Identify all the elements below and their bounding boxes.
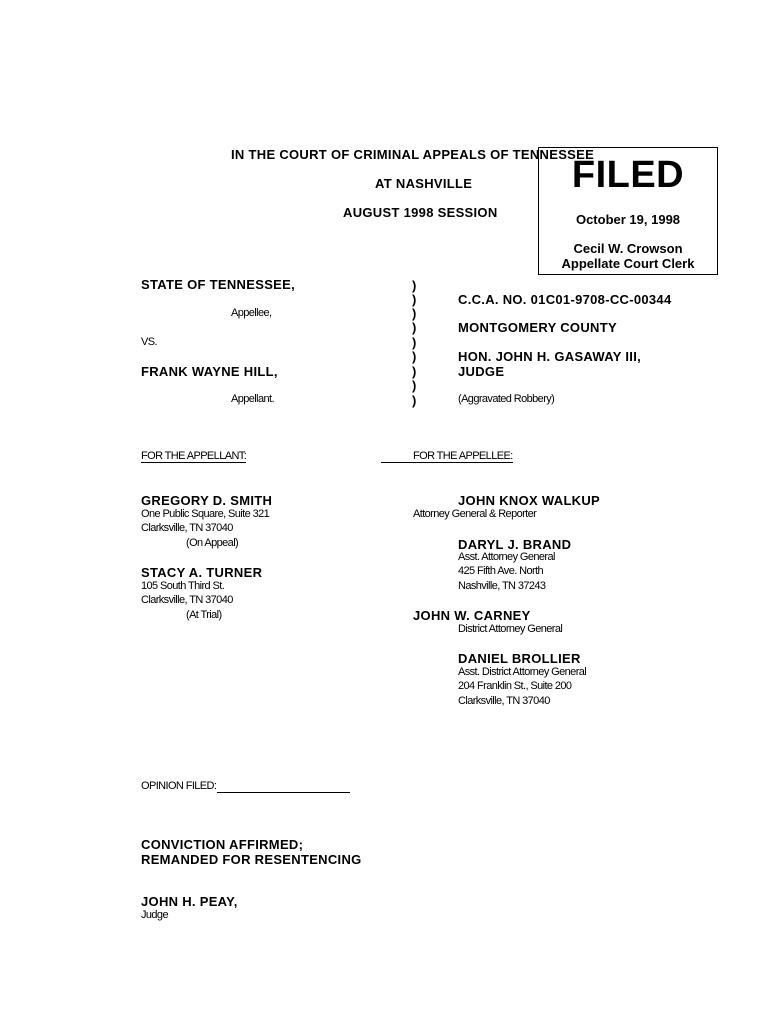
opinion-filed-blank [217,780,350,793]
counsel-address-line: One Public Square, Suite 321 [141,508,270,520]
appellant-role: Appellant. [231,393,274,405]
appellant-counsel-heading: FOR THE APPELLANT: [141,450,247,462]
filed-stamp [538,147,718,275]
trial-judge-title: JUDGE [458,364,505,379]
filed-date: October 19, 1998 [575,212,681,227]
county: MONTGOMERY COUNTY [458,320,617,335]
disposition-line-1: CONVICTION AFFIRMED; [141,837,304,852]
counsel-name: GREGORY D. SMITH [141,493,273,508]
counsel-title: Asst. District Attorney General [458,666,587,678]
caption-paren: ) [412,320,417,335]
clerk-title: Appellate Court Clerk [561,256,695,271]
court-session: AUGUST 1998 SESSION [343,205,498,220]
counsel-address-line: Nashville, TN 37243 [458,580,546,592]
appellee-role: Appellee, [231,307,272,319]
counsel-title: Asst. Attorney General [458,551,555,563]
caption-paren: ) [412,278,417,293]
caption-paren: ) [412,349,417,364]
counsel-title: District Attorney General [458,623,563,635]
offense: (Aggravated Robbery) [458,393,555,405]
counsel-title: Attorney General & Reporter [413,508,537,520]
opinion-author-title: Judge [141,909,168,921]
versus: VS. [141,336,157,348]
caption-paren: ) [412,393,417,408]
counsel-name: JOHN KNOX WALKUP [458,493,601,508]
opinion-filed-label: OPINION FILED: [141,780,350,793]
filed-word: FILED [571,154,685,196]
counsel-address-line: Clarksville, TN 37040 [458,695,550,707]
counsel-name: DARYL J. BRAND [458,537,572,552]
caption-paren: ) [412,292,417,307]
counsel-name: DANIEL BROLLIER [458,651,581,666]
caption-paren: ) [412,364,417,379]
appellant-party: FRANK WAYNE HILL, [141,364,278,379]
appellee-party: STATE OF TENNESSEE, [141,277,296,292]
court-title: IN THE COURT OF CRIMINAL APPEALS OF TENNESSEE [231,147,595,162]
trial-judge: HON. JOHN H. GASAWAY III, [458,349,642,364]
court-location: AT NASHVILLE [375,176,473,191]
counsel-address-line: 204 Franklin St., Suite 200 [458,680,572,692]
counsel-note: (At Trial) [186,609,222,621]
counsel-address-line: 105 South Third St. [141,580,225,592]
caption-paren: ) [412,378,417,393]
appellee-counsel-heading: FOR THE APPELLEE: [381,450,513,463]
counsel-name: STACY A. TURNER [141,565,263,580]
caption-paren: ) [412,335,417,350]
counsel-address-line: 425 Fifth Ave. North [458,565,544,577]
disposition-line-2: REMANDED FOR RESENTENCING [141,852,362,867]
opinion-author: JOHN H. PEAY, [141,894,238,909]
clerk-name: Cecil W. Crowson [573,241,683,256]
counsel-name: JOHN W. CARNEY [413,608,531,623]
counsel-note: (On Appeal) [186,537,239,549]
caption-paren: ) [412,306,417,321]
case-number: C.C.A. NO. 01C01-9708-CC-00344 [458,292,672,307]
counsel-address-line: Clarksville, TN 37040 [141,594,233,606]
counsel-address-line: Clarksville, TN 37040 [141,522,233,534]
